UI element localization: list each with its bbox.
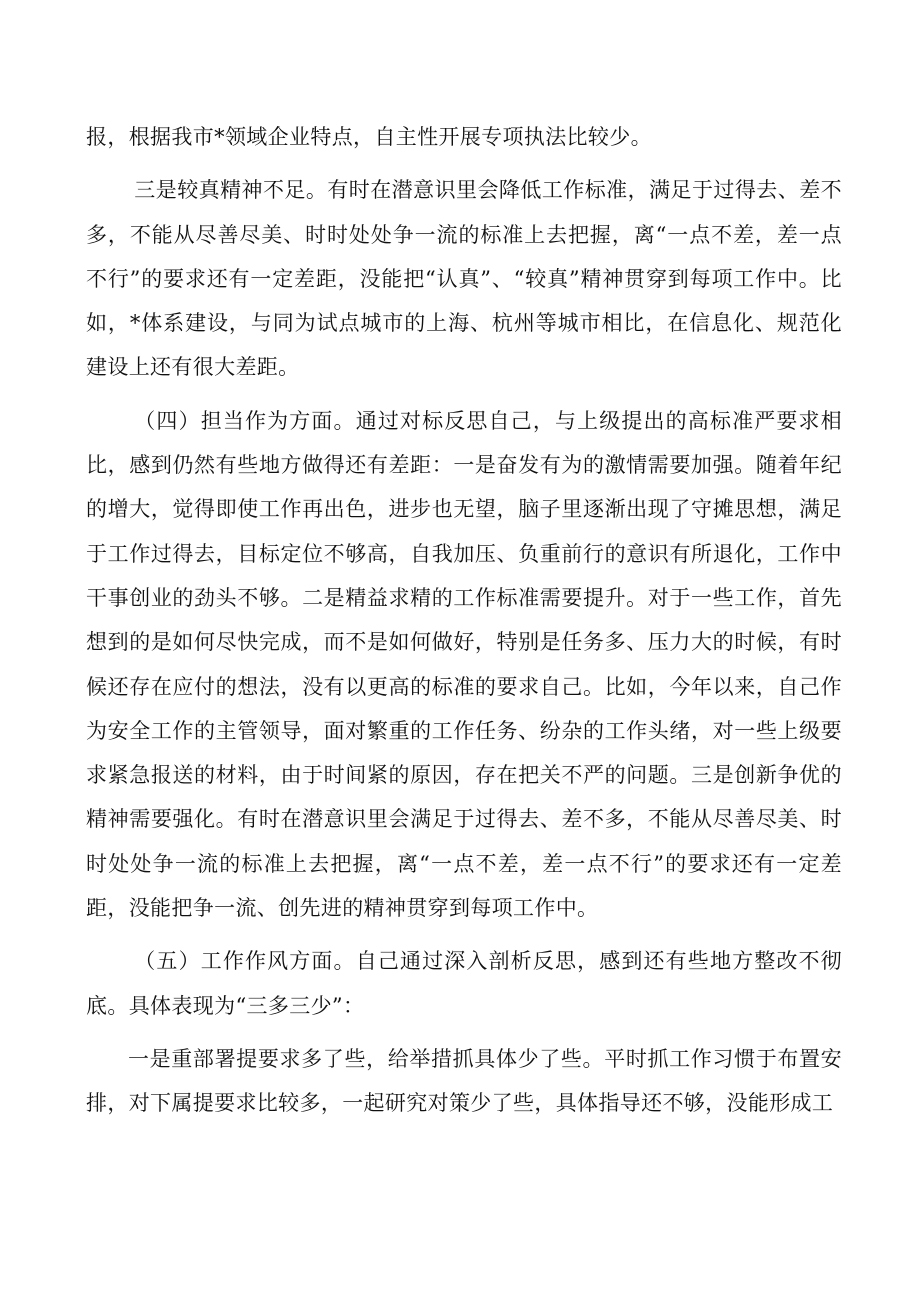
paragraph-continuation: 报，根据我市*领域企业特点，自主性开展专项执法比较少。 <box>86 125 652 149</box>
paragraph-first-point: 一是重部署提要求多了些，给举措抓具体少了些。平时抓工作习惯于布置安排，对下属提要求比较多，一起研究对策少了些，具体指导还不够，没能形成工 <box>86 1046 842 1116</box>
document-page <box>86 115 842 1135</box>
paragraph-seriousness: 三是较真精神不足。有时在潜意识里会降低工作标准，满足于过得去、差不多，不能从尽善尽美、时时处处争一流的标准上去把握，离“一点不差，差一点不行”的要求还有一定差距，没能把“认真”、“较真”精神贯穿到每项工作中。比如，*体系建设，与同为试点城市的上海、杭州等城市相比，在信息化、规范化建设上还有很大差距。 <box>86 178 842 380</box>
paragraph-work-style: （五）工作作风方面。自己通过深入剖析反思，感到还有些地方整改不彻底。具体表现为“三多三少”： <box>86 949 842 1018</box>
paragraph-responsibility: （四）担当作为方面。通过对标反思自己，与上级提出的高标准严要求相比，感到仍然有些地方做得还有差距：一是奋发有为的激情需要加强。随着年纪的增大，觉得即使工作再出色，进步也无望，脑子里逐渐出现了守摊思想，满足于工作过得去，目标定位不够高，自我加压、负重前行的意识有所退化，工作中干事创业的劲头不够。二是精益求精的工作标准需要提升。对于一些工作，首先想到的是如何尽快完成，而不是如何做好，特别是任务多、压力大的时候，有时候还存在应付的想法，没有以更高的标准的要求自己。比如，今年以来，自己作为安全工作的主管领导，面对繁重的工作任务、纷杂的工作头绪，对一些上级要求紧急报送的材料，由于时间紧的原因，存在把关不严的问题。三是创新争优的精神需要强化。有时在潜意识里会满足于过得去、差不多，不能从尽善尽美、时时处处争一流的标准上去把握，离“一点不差，差一点不行”的要求还有一定差距，没能把争一流、创先进的精神贯穿到每项工作中。 <box>86 408 842 921</box>
